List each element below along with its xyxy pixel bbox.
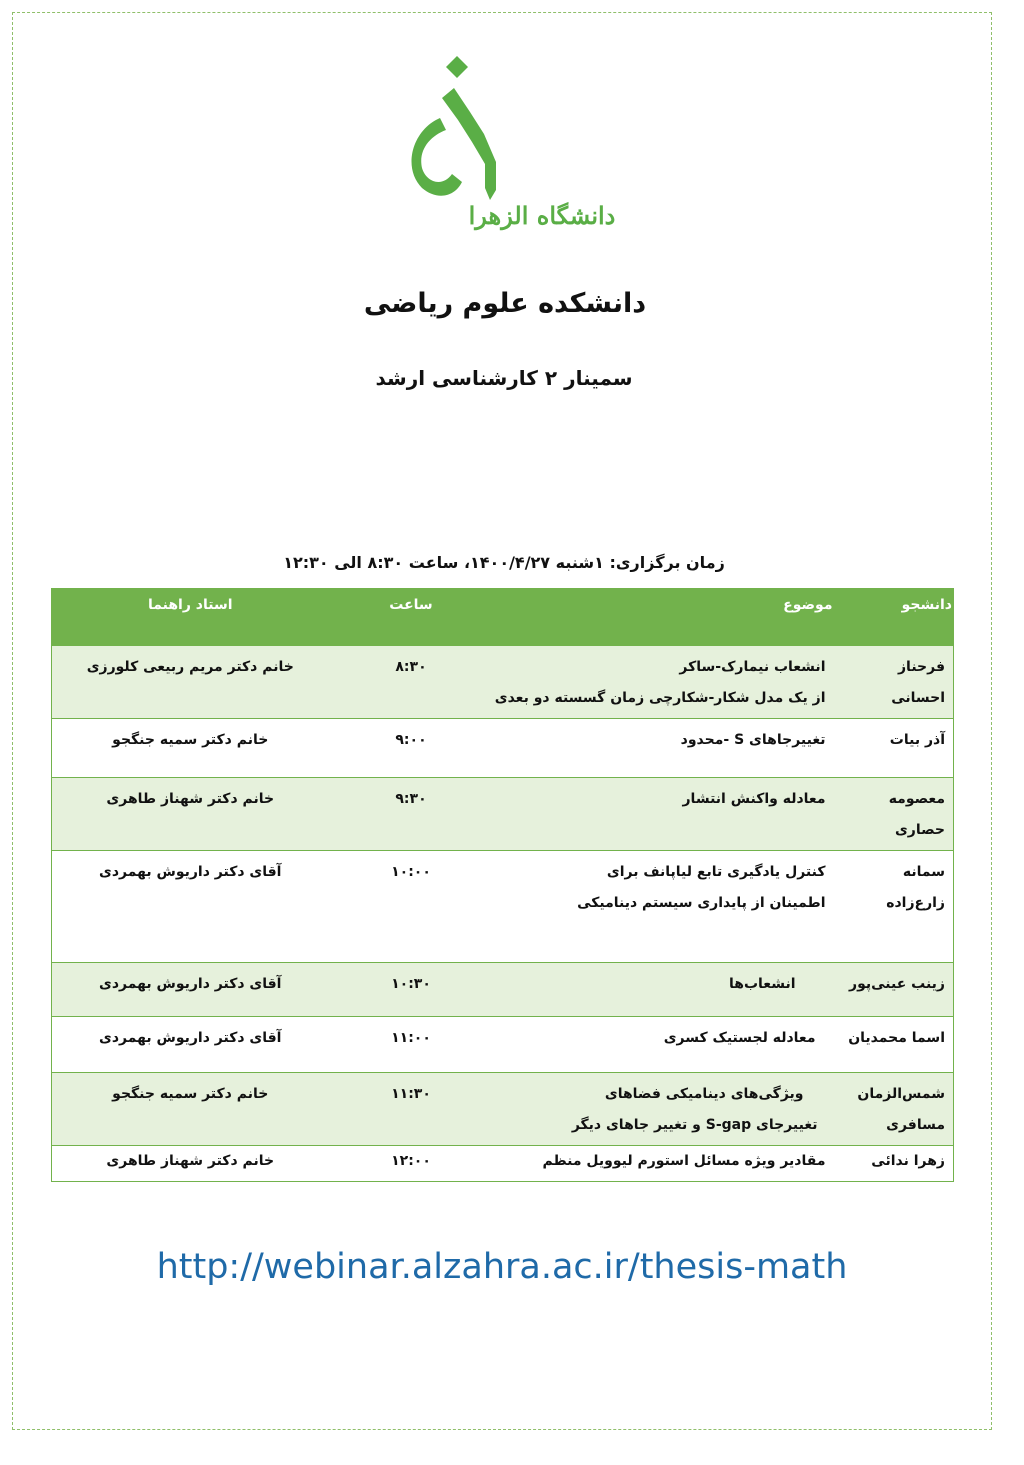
- table-row: [52, 646, 954, 719]
- table-row: [52, 1145, 954, 1181]
- table-row: [52, 718, 954, 777]
- seminar-title: سمینار ۲ کارشناسی ارشد: [375, 366, 633, 390]
- header-student: دانشجو: [834, 589, 954, 646]
- topic-line: تغییرجاهای S -محدود: [680, 731, 826, 748]
- header-topic: موضوع: [494, 589, 834, 646]
- cell-student: معصومه حصاری: [834, 777, 954, 850]
- header-time: ساعت: [329, 589, 494, 646]
- cell-time: ۱۱:۰۰: [329, 1016, 494, 1072]
- topic-line: معادله واکنش انتشار: [682, 790, 826, 807]
- table-row: [52, 962, 954, 1016]
- cell-advisor: آقای دکتر داریوش بهمردی: [52, 962, 329, 1016]
- cell-advisor: خانم دکتر سمیه جنگجو: [52, 1072, 329, 1145]
- cell-student: سمانه زارع‌زاده: [834, 850, 954, 962]
- cell-student: آذر بیات: [834, 718, 954, 777]
- cell-advisor: خانم دکتر مریم ربیعی کلورزی: [52, 646, 329, 719]
- cell-time: ۹:۳۰: [329, 777, 494, 850]
- cell-time: ۱۰:۰۰: [329, 850, 494, 962]
- cell-topic: [494, 777, 834, 850]
- topic-line: ویژگی‌های دینامیکی فضاهای: [604, 1085, 804, 1102]
- faculty-title: دانشکده علوم ریاضی: [363, 288, 647, 319]
- cell-advisor: آقای دکتر داریوش بهمردی: [52, 1016, 329, 1072]
- topic-line: تغییرجای S-gap و تغییر جاهای دیگر: [571, 1116, 818, 1133]
- cell-student: زهرا ندائی: [834, 1145, 954, 1181]
- cell-student: زینب عینی‌پور: [834, 962, 954, 1016]
- table-row: [52, 777, 954, 850]
- topic-line: اطمینان از پایداری سیستم دینامیکی: [577, 894, 826, 911]
- topic-line: مقادیر ویژه مسائل استورم لیوویل منظم: [542, 1152, 826, 1169]
- cell-topic: [494, 850, 834, 962]
- cell-topic: [494, 962, 834, 1016]
- cell-student: شمس‌الزمان مسافری: [834, 1072, 954, 1145]
- university-logo: [392, 50, 622, 235]
- cell-topic: [494, 1145, 834, 1181]
- topic-line: معادله لجستیک کسری: [663, 1029, 816, 1046]
- table-row: [52, 1072, 954, 1145]
- cell-student: اسما محمدیان: [834, 1016, 954, 1072]
- cell-topic: [494, 646, 834, 719]
- cell-topic: [494, 1016, 834, 1072]
- cell-time: ۹:۰۰: [329, 718, 494, 777]
- cell-advisor: خانم دکتر شهناز طاهری: [52, 777, 329, 850]
- table-row: [52, 1016, 954, 1072]
- cell-time: ۱۱:۳۰: [329, 1072, 494, 1145]
- webinar-link[interactable]: http://webinar.alzahra.ac.ir/thesis-math: [156, 1247, 848, 1287]
- cell-advisor: آقای دکتر داریوش بهمردی: [52, 850, 329, 962]
- table-header-row: [52, 589, 954, 646]
- table-row: [52, 850, 954, 962]
- cell-time: ۱۲:۰۰: [329, 1145, 494, 1181]
- topic-line: انشعاب نیمارک-ساکر: [679, 658, 826, 675]
- logo-text: دانشگاه الزهرا: [468, 201, 616, 230]
- schedule-table: [51, 588, 954, 1182]
- topic-line: از یک مدل شکار-شکارچی زمان گسسته دو بعدی: [494, 689, 826, 706]
- topic-line: انشعاب‌ها: [729, 975, 796, 992]
- cell-topic: [494, 718, 834, 777]
- topic-line: کنترل یادگیری تابع لیاپانف برای: [606, 863, 826, 880]
- cell-advisor: خانم دکتر سمیه جنگجو: [52, 718, 329, 777]
- event-datetime: زمان برگزاری: ۱شنبه ۱۴۰۰/۴/۲۷، ساعت ۸:۳۰ الی ۱۲:۳۰: [283, 553, 725, 572]
- header-advisor: استاد راهنما: [52, 589, 329, 646]
- cell-time: ۱۰:۳۰: [329, 962, 494, 1016]
- cell-time: ۸:۳۰: [329, 646, 494, 719]
- cell-student: فرحناز احسانی: [834, 646, 954, 719]
- cell-topic: [494, 1072, 834, 1145]
- cell-advisor: خانم دکتر شهناز طاهری: [52, 1145, 329, 1181]
